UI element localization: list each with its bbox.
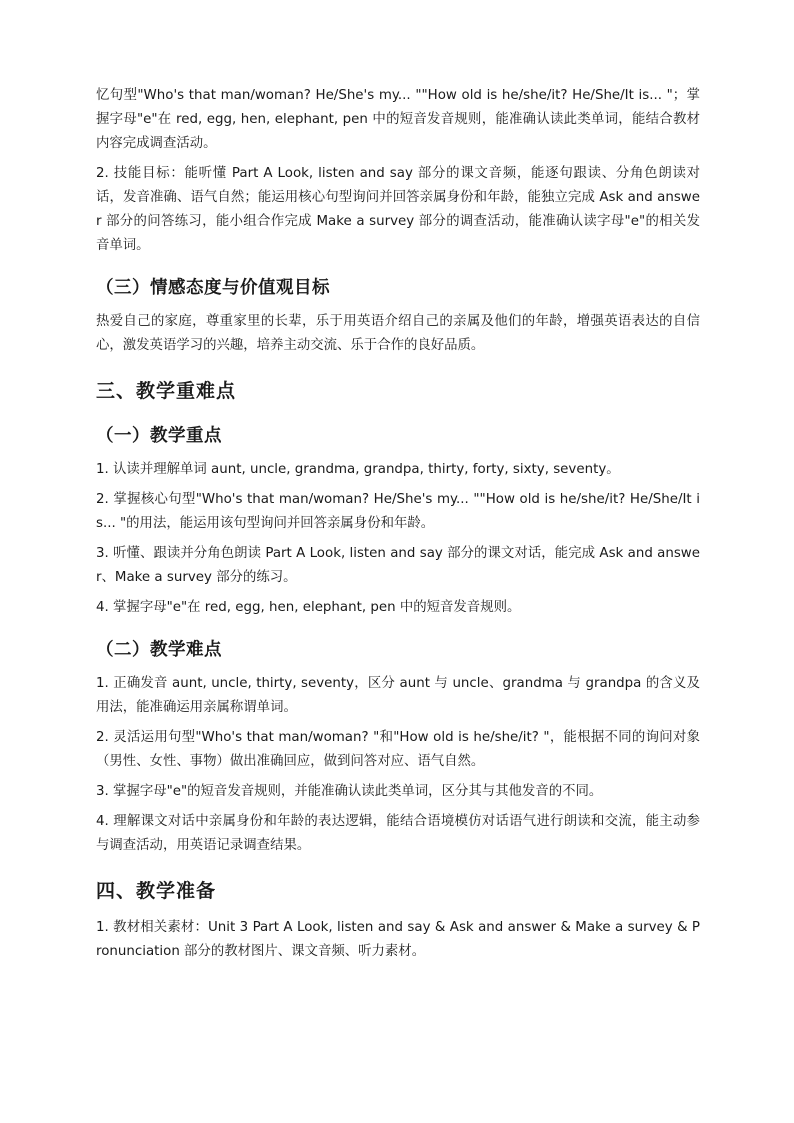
difficulty-item: 4. 理解课文对话中亲属身份和年龄的表达逻辑，能结合语境模仿对话语气进行朗读和交流，能主动参与调查活动，用英语记录调查结果。 (96, 814, 700, 853)
difficulty-item: 2. 灵活运用句型"Who's that man/woman? "和"How old is he/she/it? "，能根据不同的询问对象（男性、女性、事物）做出准确回应，做到问答对应、语气自然。 (96, 730, 700, 769)
emotion-goals-paragraph: 热爱自己的家庭，尊重家里的长辈，乐于用英语介绍自己的亲属及他们的年龄，增强英语表达的自信心，激发英语学习的兴趣，培养主动交流、乐于合作的良好品质。 (96, 314, 700, 353)
focus-item: 3. 听懂、跟读并分角色朗读 Part A Look, listen and say 部分的课文对话，能完成 Ask and answer、Make a survey 部分的练习。 (96, 546, 700, 585)
heading-emotion-goals: （三）情感态度与价值观目标 (96, 278, 330, 298)
skill-goal-2: 2. 技能目标：能听懂 Part A Look, listen and say 部分的课文音频，能逐句跟读、分角色朗读对话，发音准确、语气自然；能运用核心句型询问并回答亲属身份和年龄，能独立完成 Ask and answer 部分的问答练习，能小组合作完成 Make a survey 部分的调查活动，能准确认读字母"e"的相关发音单词。 (96, 166, 700, 253)
focus-item: 4. 掌握字母"e"在 red, egg, hen, elephant, pen 中的短音发音规则。 (96, 600, 521, 615)
heading-teaching-difficulties: （二）教学难点 (96, 640, 222, 660)
document-page (96, 84, 700, 970)
skill-goal-1-continuation: 忆句型"Who's that man/woman? He/She's my... ""How old is he/she/it? He/She/It is... "；掌握字母"e"在 red, egg, hen, elephant, pen 中的短音发音规则，能准确认读此类单词，能结合教材内容完成调查活动。 (96, 88, 700, 151)
preparation-item: 1. 教材相关素材：Unit 3 Part A Look, listen and say & Ask and answer & Make a survey & Pronunciation 部分的教材图片、课文音频、听力素材。 (96, 920, 700, 959)
focus-item: 1. 认读并理解单词 aunt, uncle, grandma, grandpa, thirty, forty, sixty, seventy。 (96, 462, 620, 477)
heading-teaching-preparation: 四、教学准备 (96, 880, 217, 902)
heading-key-and-difficult-points: 三、教学重难点 (96, 380, 237, 402)
difficulty-item: 3. 掌握字母"e"的短音发音规则，并能准确认读此类单词，区分其与其他发音的不同。 (96, 784, 603, 799)
heading-teaching-focus: （一）教学重点 (96, 426, 222, 446)
difficulty-item: 1. 正确发音 aunt, uncle, thirty, seventy，区分 aunt 与 uncle、grandma 与 grandpa 的含义及用法，能准确运用亲属称谓单词。 (96, 676, 700, 715)
focus-item: 2. 掌握核心句型"Who's that man/woman? He/She's my... ""How old is he/she/it? He/She/It is... "的用法，能运用该句型询问并回答亲属身份和年龄。 (96, 492, 700, 531)
